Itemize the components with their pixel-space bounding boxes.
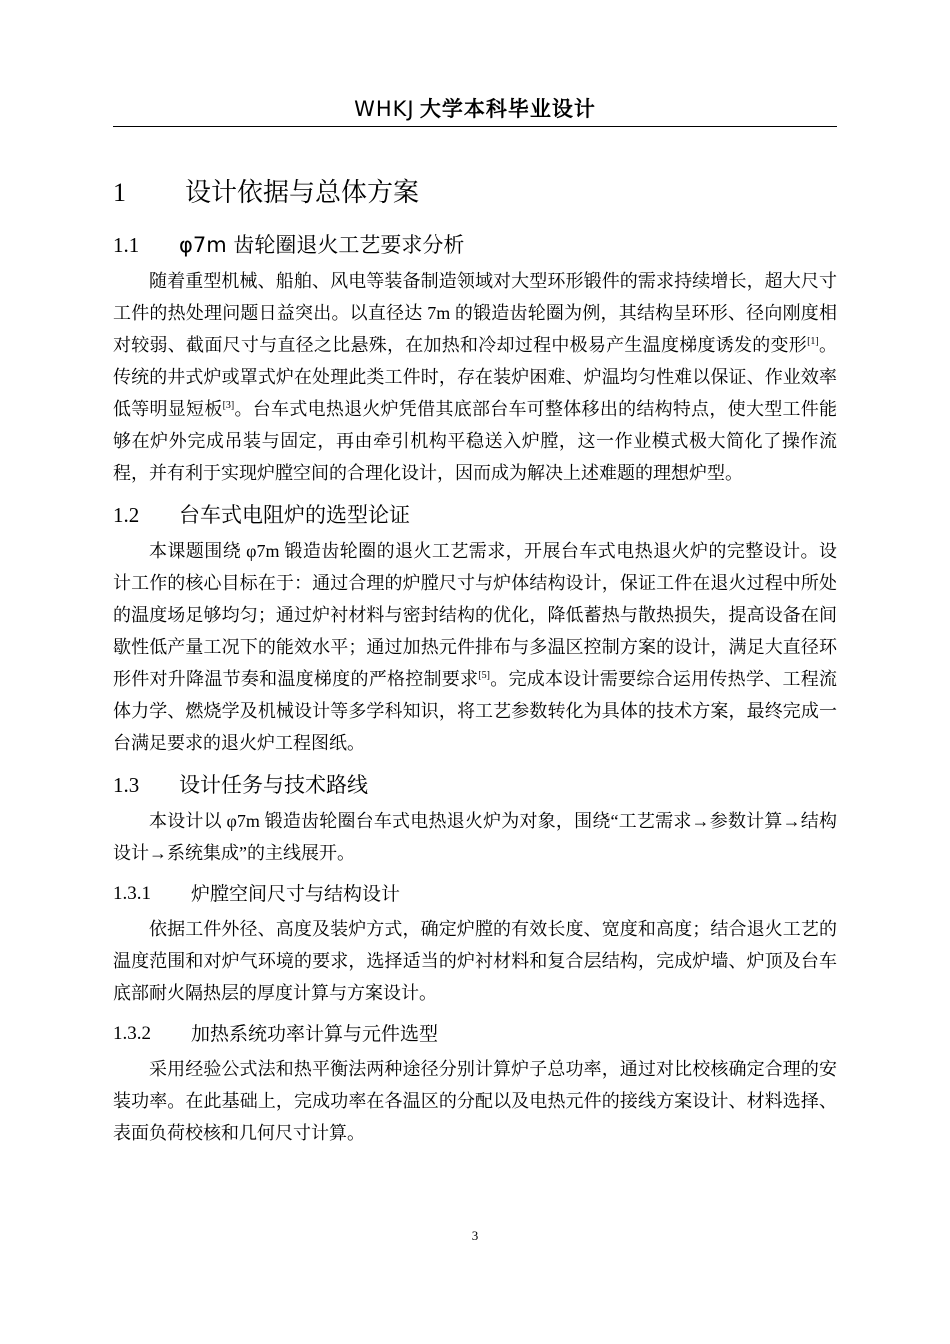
chapter-title: 设计依据与总体方案 <box>185 178 420 208</box>
header-title: 大学本科毕业设计 <box>419 97 596 121</box>
section-number: 1.3.2 <box>113 1023 151 1044</box>
paragraph-1-1 <box>113 265 837 489</box>
section-heading-1-2 <box>113 495 837 535</box>
header-latin: WHKJ <box>354 97 415 121</box>
section-title: φ7m 齿轮圈退火工艺要求分析 <box>179 233 465 257</box>
section-number: 1.1 <box>113 233 140 257</box>
section-title: 设计任务与技术路线 <box>179 773 368 797</box>
section-title: 炉膛空间尺寸与结构设计 <box>191 883 401 905</box>
page-content <box>113 165 837 1149</box>
section-heading-1-3-2 <box>113 1015 837 1053</box>
citation: [5] <box>478 670 490 681</box>
paragraph-text: 随着重型机械、船舶、风电等装备制造领域对大型环形锻件的需求持续增长，超大尺寸工件的热处理问题日益突出。以直径达 7m 的锻造齿轮圈为例，其结构呈环形、径向刚度相对较弱、截面尺寸与直径之比悬殊，在加热和冷却过程中极易产生温度梯度诱发的变形 <box>113 271 837 355</box>
section-number: 1.3.1 <box>113 883 151 904</box>
paragraph-1-3-1: 依据工件外径、高度及装炉方式，确定炉膛的有效长度、宽度和高度；结合退火工艺的温度范围和对炉气环境的要求，选择适当的炉衬材料和复合层结构，完成炉墙、炉顶及台车底部耐火隔热层的厚度计算与方案设计。 <box>113 919 837 1003</box>
section-heading-1-3 <box>113 765 837 805</box>
paragraph-text: 本课题围绕 φ7m 锻造齿轮圈的退火工艺需求，开展台车式电热退火炉的完整设计。设计工作的核心目标在于：通过合理的炉膛尺寸与炉体结构设计，保证工件在退火过程中所处的温度场足够均匀；通过炉衬材料与密封结构的优化，降低蓄热与散热损失，提高设备在间歇性低产量工况下的能效水平；通过加热元件排布与多温区控制方案的设计，满足大直径环形件对升降温节奏和温度梯度的严格控制要求 <box>113 541 837 689</box>
chapter-heading <box>113 165 837 221</box>
page-header <box>113 92 837 127</box>
paragraph-1-2 <box>113 535 837 759</box>
section-title: 台车式电阻炉的选型论证 <box>179 503 410 527</box>
section-number: 1.2 <box>113 503 140 527</box>
paragraph-text: 。完成本设计需要综合运用传热学、工程流体力学、燃烧学及机械设计等多学科知识，将工艺参数转化为具体的技术方案，最终完成一台满足要求的退火炉工程图纸。 <box>113 669 837 753</box>
section-number: 1.3 <box>113 773 140 797</box>
paragraph-text: 。台车式电热退火炉凭借其底部台车可整体移出的结构特点，使大型工件能够在炉外完成吊装与固定，再由牵引机构平稳送入炉膛，这一作业模式极大简化了操作流程，并有利于实现炉膛空间的合理化设计，因而成为解决上述难题的理想炉型。 <box>113 399 838 483</box>
section-title: 加热系统功率计算与元件选型 <box>191 1023 439 1045</box>
paragraph-text: 。传统的井式炉或罩式炉在处理此类工件时，存在装炉困难、炉温均匀性难以保证、作业效率低等明显短板 <box>113 335 837 419</box>
chapter-number: 1 <box>113 178 126 207</box>
section-heading-1-3-1 <box>113 875 837 913</box>
page-number: 3 <box>471 1228 479 1243</box>
paragraph-1-3-2: 采用经验公式法和热平衡法两种途径分别计算炉子总功率，通过对比校核确定合理的安装功率。在此基础上，完成功率在各温区的分配以及电热元件的接线方案设计、材料选择、表面负荷校核和几何尺寸计算。 <box>113 1059 837 1143</box>
section-heading-1-1 <box>113 225 837 265</box>
citation: [3] <box>222 400 235 411</box>
citation: [1] <box>807 336 819 347</box>
paragraph-1-3: 本设计以 φ7m 锻造齿轮圈台车式电热退火炉为对象，围绕“工艺需求→参数计算→结构设计→系统集成”的主线展开。 <box>113 811 837 863</box>
